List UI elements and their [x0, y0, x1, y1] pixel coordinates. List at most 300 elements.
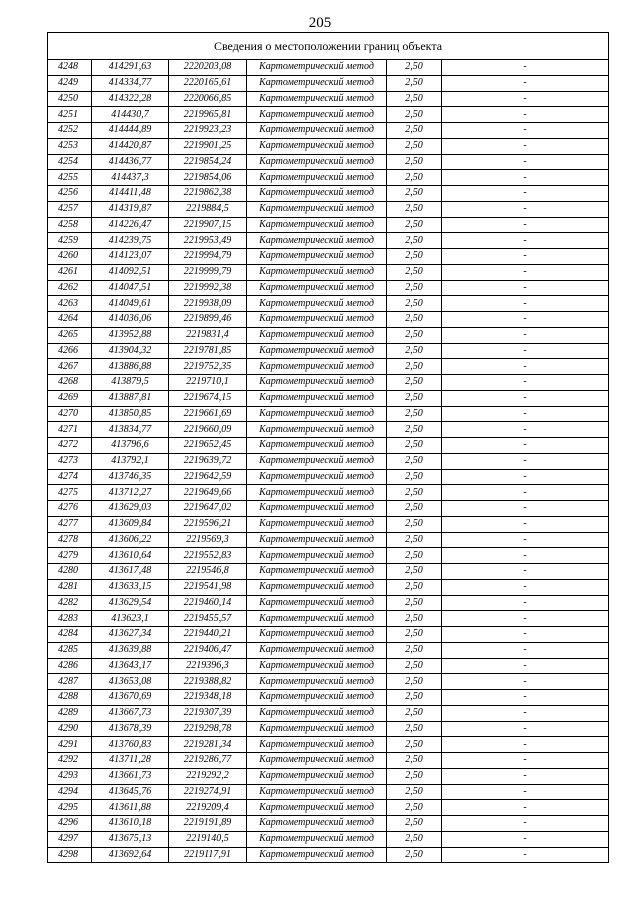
point-number-cell: 4294	[48, 784, 92, 800]
point-number-cell: 4271	[48, 422, 92, 438]
x-coordinate-cell: 413796,6	[92, 438, 169, 454]
y-coordinate-cell: 2219953,49	[169, 233, 247, 249]
x-coordinate-cell: 413692,64	[92, 847, 169, 863]
x-coordinate-cell: 414319,87	[92, 201, 169, 217]
x-coordinate-cell: 413675,13	[92, 831, 169, 847]
description-cell: -	[442, 469, 609, 485]
boundary-coordinates-table	[47, 32, 609, 863]
description-cell: -	[442, 532, 609, 548]
x-coordinate-cell: 413712,27	[92, 485, 169, 501]
x-coordinate-cell: 413617,48	[92, 564, 169, 580]
x-coordinate-cell: 413711,28	[92, 753, 169, 769]
table-row	[48, 217, 609, 233]
point-number-cell: 4254	[48, 154, 92, 170]
x-coordinate-cell: 414411,48	[92, 186, 169, 202]
accuracy-cell: 2,50	[387, 233, 442, 249]
accuracy-cell: 2,50	[387, 217, 442, 233]
table-row	[48, 249, 609, 265]
description-cell: -	[442, 217, 609, 233]
table-row	[48, 233, 609, 249]
method-cell: Картометрический метод	[247, 170, 387, 186]
point-number-cell: 4296	[48, 816, 92, 832]
x-coordinate-cell: 413746,35	[92, 469, 169, 485]
y-coordinate-cell: 2219661,69	[169, 406, 247, 422]
point-number-cell: 4298	[48, 847, 92, 863]
method-cell: Картометрический метод	[247, 91, 387, 107]
description-cell: -	[442, 296, 609, 312]
x-coordinate-cell: 413610,18	[92, 816, 169, 832]
description-cell: -	[442, 312, 609, 328]
x-coordinate-cell: 413887,81	[92, 390, 169, 406]
description-cell: -	[442, 847, 609, 863]
y-coordinate-cell: 2219907,15	[169, 217, 247, 233]
point-number-cell: 4278	[48, 532, 92, 548]
x-coordinate-cell: 413643,17	[92, 658, 169, 674]
x-coordinate-cell: 413629,03	[92, 501, 169, 517]
x-coordinate-cell: 414092,51	[92, 264, 169, 280]
table-row	[48, 154, 609, 170]
y-coordinate-cell: 2219899,46	[169, 312, 247, 328]
y-coordinate-cell: 2219298,78	[169, 721, 247, 737]
point-number-cell: 4287	[48, 674, 92, 690]
y-coordinate-cell: 2219286,77	[169, 753, 247, 769]
table-row	[48, 264, 609, 280]
point-number-cell: 4249	[48, 75, 92, 91]
point-number-cell: 4289	[48, 705, 92, 721]
y-coordinate-cell: 2219854,24	[169, 154, 247, 170]
accuracy-cell: 2,50	[387, 138, 442, 154]
point-number-cell: 4265	[48, 327, 92, 343]
y-coordinate-cell: 2219209,4	[169, 800, 247, 816]
method-cell: Картометрический метод	[247, 390, 387, 406]
method-cell: Картометрический метод	[247, 816, 387, 832]
method-cell: Картометрический метод	[247, 280, 387, 296]
y-coordinate-cell: 2219140,5	[169, 831, 247, 847]
description-cell: -	[442, 138, 609, 154]
method-cell: Картометрический метод	[247, 75, 387, 91]
y-coordinate-cell: 2219274,91	[169, 784, 247, 800]
description-cell: -	[442, 327, 609, 343]
point-number-cell: 4267	[48, 359, 92, 375]
point-number-cell: 4297	[48, 831, 92, 847]
x-coordinate-cell: 413661,73	[92, 768, 169, 784]
method-cell: Картометрический метод	[247, 847, 387, 863]
point-number-cell: 4282	[48, 595, 92, 611]
description-cell: -	[442, 642, 609, 658]
x-coordinate-cell: 413952,88	[92, 327, 169, 343]
description-cell: -	[442, 375, 609, 391]
y-coordinate-cell: 2219117,91	[169, 847, 247, 863]
accuracy-cell: 2,50	[387, 343, 442, 359]
description-cell: -	[442, 658, 609, 674]
point-number-cell: 4283	[48, 611, 92, 627]
method-cell: Картометрический метод	[247, 327, 387, 343]
method-cell: Картометрический метод	[247, 154, 387, 170]
method-cell: Картометрический метод	[247, 516, 387, 532]
description-cell: -	[442, 154, 609, 170]
table-row	[48, 579, 609, 595]
method-cell: Картометрический метод	[247, 312, 387, 328]
description-cell: -	[442, 564, 609, 580]
x-coordinate-cell: 413645,76	[92, 784, 169, 800]
method-cell: Картометрический метод	[247, 548, 387, 564]
y-coordinate-cell: 2219649,66	[169, 485, 247, 501]
point-number-cell: 4273	[48, 453, 92, 469]
table-row	[48, 390, 609, 406]
method-cell: Картометрический метод	[247, 107, 387, 123]
description-cell: -	[442, 123, 609, 139]
y-coordinate-cell: 2219674,15	[169, 390, 247, 406]
description-cell: -	[442, 548, 609, 564]
accuracy-cell: 2,50	[387, 170, 442, 186]
y-coordinate-cell: 2219388,82	[169, 674, 247, 690]
description-cell: -	[442, 611, 609, 627]
point-number-cell: 4255	[48, 170, 92, 186]
table-row	[48, 658, 609, 674]
accuracy-cell: 2,50	[387, 312, 442, 328]
accuracy-cell: 2,50	[387, 469, 442, 485]
method-cell: Картометрический метод	[247, 501, 387, 517]
accuracy-cell: 2,50	[387, 359, 442, 375]
x-coordinate-cell: 413886,88	[92, 359, 169, 375]
point-number-cell: 4272	[48, 438, 92, 454]
y-coordinate-cell: 2219862,38	[169, 186, 247, 202]
accuracy-cell: 2,50	[387, 784, 442, 800]
table-row	[48, 359, 609, 375]
method-cell: Картометрический метод	[247, 406, 387, 422]
accuracy-cell: 2,50	[387, 658, 442, 674]
y-coordinate-cell: 2219191,89	[169, 816, 247, 832]
description-cell: -	[442, 690, 609, 706]
point-number-cell: 4248	[48, 60, 92, 76]
accuracy-cell: 2,50	[387, 737, 442, 753]
description-cell: -	[442, 170, 609, 186]
table-row	[48, 768, 609, 784]
accuracy-cell: 2,50	[387, 60, 442, 76]
y-coordinate-cell: 2219281,34	[169, 737, 247, 753]
table-row	[48, 642, 609, 658]
y-coordinate-cell: 2219994,79	[169, 249, 247, 265]
point-number-cell: 4285	[48, 642, 92, 658]
table-row	[48, 847, 609, 863]
method-cell: Картометрический метод	[247, 768, 387, 784]
x-coordinate-cell: 414226,47	[92, 217, 169, 233]
y-coordinate-cell: 2219552,83	[169, 548, 247, 564]
y-coordinate-cell: 2219455,57	[169, 611, 247, 627]
table-row	[48, 170, 609, 186]
method-cell: Картометрический метод	[247, 753, 387, 769]
accuracy-cell: 2,50	[387, 201, 442, 217]
description-cell: -	[442, 186, 609, 202]
x-coordinate-cell: 414322,28	[92, 91, 169, 107]
x-coordinate-cell: 414334,77	[92, 75, 169, 91]
x-coordinate-cell: 414047,51	[92, 280, 169, 296]
y-coordinate-cell: 2219652,45	[169, 438, 247, 454]
point-number-cell: 4259	[48, 233, 92, 249]
description-cell: -	[442, 768, 609, 784]
table-row	[48, 816, 609, 832]
description-cell: -	[442, 784, 609, 800]
description-cell: -	[442, 201, 609, 217]
x-coordinate-cell: 413670,69	[92, 690, 169, 706]
point-number-cell: 4250	[48, 91, 92, 107]
y-coordinate-cell: 2219396,3	[169, 658, 247, 674]
y-coordinate-cell: 2219642,59	[169, 469, 247, 485]
page-number: 205	[308, 15, 332, 31]
x-coordinate-cell: 413904,32	[92, 343, 169, 359]
y-coordinate-cell: 2219965,81	[169, 107, 247, 123]
method-cell: Картометрический метод	[247, 453, 387, 469]
table-row	[48, 784, 609, 800]
method-cell: Картометрический метод	[247, 611, 387, 627]
method-cell: Картометрический метод	[247, 579, 387, 595]
table-row	[48, 627, 609, 643]
y-coordinate-cell: 2219992,38	[169, 280, 247, 296]
point-number-cell: 4288	[48, 690, 92, 706]
accuracy-cell: 2,50	[387, 186, 442, 202]
accuracy-cell: 2,50	[387, 516, 442, 532]
x-coordinate-cell: 414239,75	[92, 233, 169, 249]
accuracy-cell: 2,50	[387, 611, 442, 627]
accuracy-cell: 2,50	[387, 721, 442, 737]
x-coordinate-cell: 413678,39	[92, 721, 169, 737]
table-row	[48, 674, 609, 690]
x-coordinate-cell: 414420,87	[92, 138, 169, 154]
table-row	[48, 60, 609, 76]
point-number-cell: 4290	[48, 721, 92, 737]
table-header-row	[48, 33, 609, 60]
point-number-cell: 4266	[48, 343, 92, 359]
y-coordinate-cell: 2219854,06	[169, 170, 247, 186]
table-row	[48, 800, 609, 816]
x-coordinate-cell: 414123,07	[92, 249, 169, 265]
x-coordinate-cell: 413606,22	[92, 532, 169, 548]
x-coordinate-cell: 413653,08	[92, 674, 169, 690]
y-coordinate-cell: 2219884,5	[169, 201, 247, 217]
description-cell: -	[442, 485, 609, 501]
x-coordinate-cell: 414437,3	[92, 170, 169, 186]
accuracy-cell: 2,50	[387, 91, 442, 107]
table-row	[48, 375, 609, 391]
method-cell: Картометрический метод	[247, 674, 387, 690]
description-cell: -	[442, 453, 609, 469]
x-coordinate-cell: 414049,61	[92, 296, 169, 312]
description-cell: -	[442, 737, 609, 753]
x-coordinate-cell: 414444,89	[92, 123, 169, 139]
point-number-cell: 4268	[48, 375, 92, 391]
method-cell: Картометрический метод	[247, 627, 387, 643]
description-cell: -	[442, 422, 609, 438]
table-row	[48, 611, 609, 627]
table-row	[48, 138, 609, 154]
accuracy-cell: 2,50	[387, 847, 442, 863]
accuracy-cell: 2,50	[387, 501, 442, 517]
point-number-cell: 4257	[48, 201, 92, 217]
table-row	[48, 453, 609, 469]
y-coordinate-cell: 2219710,1	[169, 375, 247, 391]
x-coordinate-cell: 413834,77	[92, 422, 169, 438]
method-cell: Картометрический метод	[247, 532, 387, 548]
description-cell: -	[442, 627, 609, 643]
table-row	[48, 327, 609, 343]
table-title: Сведения о местоположении границ объекта	[48, 33, 609, 60]
y-coordinate-cell: 2220066,85	[169, 91, 247, 107]
accuracy-cell: 2,50	[387, 579, 442, 595]
description-cell: -	[442, 438, 609, 454]
description-cell: -	[442, 406, 609, 422]
description-cell: -	[442, 721, 609, 737]
accuracy-cell: 2,50	[387, 627, 442, 643]
point-number-cell: 4281	[48, 579, 92, 595]
accuracy-cell: 2,50	[387, 280, 442, 296]
description-cell: -	[442, 800, 609, 816]
point-number-cell: 4269	[48, 390, 92, 406]
table-row	[48, 406, 609, 422]
description-cell: -	[442, 390, 609, 406]
point-number-cell: 4263	[48, 296, 92, 312]
x-coordinate-cell: 413760,83	[92, 737, 169, 753]
accuracy-cell: 2,50	[387, 705, 442, 721]
accuracy-cell: 2,50	[387, 532, 442, 548]
x-coordinate-cell: 413879,5	[92, 375, 169, 391]
accuracy-cell: 2,50	[387, 674, 442, 690]
table-row	[48, 721, 609, 737]
point-number-cell: 4277	[48, 516, 92, 532]
point-number-cell: 4260	[48, 249, 92, 265]
y-coordinate-cell: 2219307,39	[169, 705, 247, 721]
accuracy-cell: 2,50	[387, 390, 442, 406]
accuracy-cell: 2,50	[387, 375, 442, 391]
description-cell: -	[442, 91, 609, 107]
table-row	[48, 123, 609, 139]
method-cell: Картометрический метод	[247, 721, 387, 737]
y-coordinate-cell: 2219596,21	[169, 516, 247, 532]
table-row	[48, 485, 609, 501]
description-cell: -	[442, 674, 609, 690]
table-row	[48, 312, 609, 328]
x-coordinate-cell: 413792,1	[92, 453, 169, 469]
method-cell: Картометрический метод	[247, 359, 387, 375]
accuracy-cell: 2,50	[387, 154, 442, 170]
accuracy-cell: 2,50	[387, 564, 442, 580]
x-coordinate-cell: 413609,84	[92, 516, 169, 532]
accuracy-cell: 2,50	[387, 249, 442, 265]
method-cell: Картометрический метод	[247, 784, 387, 800]
y-coordinate-cell: 2219831,4	[169, 327, 247, 343]
point-number-cell: 4262	[48, 280, 92, 296]
point-number-cell: 4295	[48, 800, 92, 816]
accuracy-cell: 2,50	[387, 406, 442, 422]
accuracy-cell: 2,50	[387, 800, 442, 816]
table-row	[48, 516, 609, 532]
table-row	[48, 753, 609, 769]
accuracy-cell: 2,50	[387, 831, 442, 847]
x-coordinate-cell: 413850,85	[92, 406, 169, 422]
description-cell: -	[442, 233, 609, 249]
table-row	[48, 296, 609, 312]
point-number-cell: 4280	[48, 564, 92, 580]
description-cell: -	[442, 831, 609, 847]
table-body	[48, 60, 609, 863]
description-cell: -	[442, 501, 609, 517]
accuracy-cell: 2,50	[387, 753, 442, 769]
description-cell: -	[442, 75, 609, 91]
method-cell: Картометрический метод	[247, 343, 387, 359]
method-cell: Картометрический метод	[247, 658, 387, 674]
point-number-cell: 4261	[48, 264, 92, 280]
method-cell: Картометрический метод	[247, 690, 387, 706]
method-cell: Картометрический метод	[247, 217, 387, 233]
table-row	[48, 690, 609, 706]
y-coordinate-cell: 2219938,09	[169, 296, 247, 312]
accuracy-cell: 2,50	[387, 548, 442, 564]
point-number-cell: 4258	[48, 217, 92, 233]
y-coordinate-cell: 2219460,14	[169, 595, 247, 611]
description-cell: -	[442, 753, 609, 769]
point-number-cell: 4291	[48, 737, 92, 753]
table-row	[48, 91, 609, 107]
description-cell: -	[442, 107, 609, 123]
method-cell: Картометрический метод	[247, 375, 387, 391]
y-coordinate-cell: 2219752,35	[169, 359, 247, 375]
accuracy-cell: 2,50	[387, 768, 442, 784]
point-number-cell: 4275	[48, 485, 92, 501]
description-cell: -	[442, 705, 609, 721]
y-coordinate-cell: 2219292,2	[169, 768, 247, 784]
method-cell: Картометрический метод	[247, 201, 387, 217]
accuracy-cell: 2,50	[387, 422, 442, 438]
method-cell: Картометрический метод	[247, 642, 387, 658]
accuracy-cell: 2,50	[387, 642, 442, 658]
method-cell: Картометрический метод	[247, 296, 387, 312]
accuracy-cell: 2,50	[387, 453, 442, 469]
x-coordinate-cell: 413623,1	[92, 611, 169, 627]
accuracy-cell: 2,50	[387, 438, 442, 454]
accuracy-cell: 2,50	[387, 595, 442, 611]
y-coordinate-cell: 2219901,25	[169, 138, 247, 154]
y-coordinate-cell: 2219781,85	[169, 343, 247, 359]
accuracy-cell: 2,50	[387, 485, 442, 501]
method-cell: Картометрический метод	[247, 705, 387, 721]
accuracy-cell: 2,50	[387, 123, 442, 139]
table-row	[48, 343, 609, 359]
x-coordinate-cell: 413627,34	[92, 627, 169, 643]
method-cell: Картометрический метод	[247, 138, 387, 154]
x-coordinate-cell: 413639,88	[92, 642, 169, 658]
point-number-cell: 4253	[48, 138, 92, 154]
point-number-cell: 4270	[48, 406, 92, 422]
table-row	[48, 201, 609, 217]
method-cell: Картометрический метод	[247, 438, 387, 454]
table-row	[48, 501, 609, 517]
y-coordinate-cell: 2219541,98	[169, 579, 247, 595]
table-row	[48, 422, 609, 438]
point-number-cell: 4252	[48, 123, 92, 139]
point-number-cell: 4276	[48, 501, 92, 517]
accuracy-cell: 2,50	[387, 327, 442, 343]
table-row	[48, 280, 609, 296]
method-cell: Картометрический метод	[247, 60, 387, 76]
description-cell: -	[442, 280, 609, 296]
method-cell: Картометрический метод	[247, 123, 387, 139]
table-row	[48, 532, 609, 548]
description-cell: -	[442, 816, 609, 832]
accuracy-cell: 2,50	[387, 75, 442, 91]
method-cell: Картометрический метод	[247, 595, 387, 611]
method-cell: Картометрический метод	[247, 233, 387, 249]
table-row	[48, 831, 609, 847]
method-cell: Картометрический метод	[247, 831, 387, 847]
